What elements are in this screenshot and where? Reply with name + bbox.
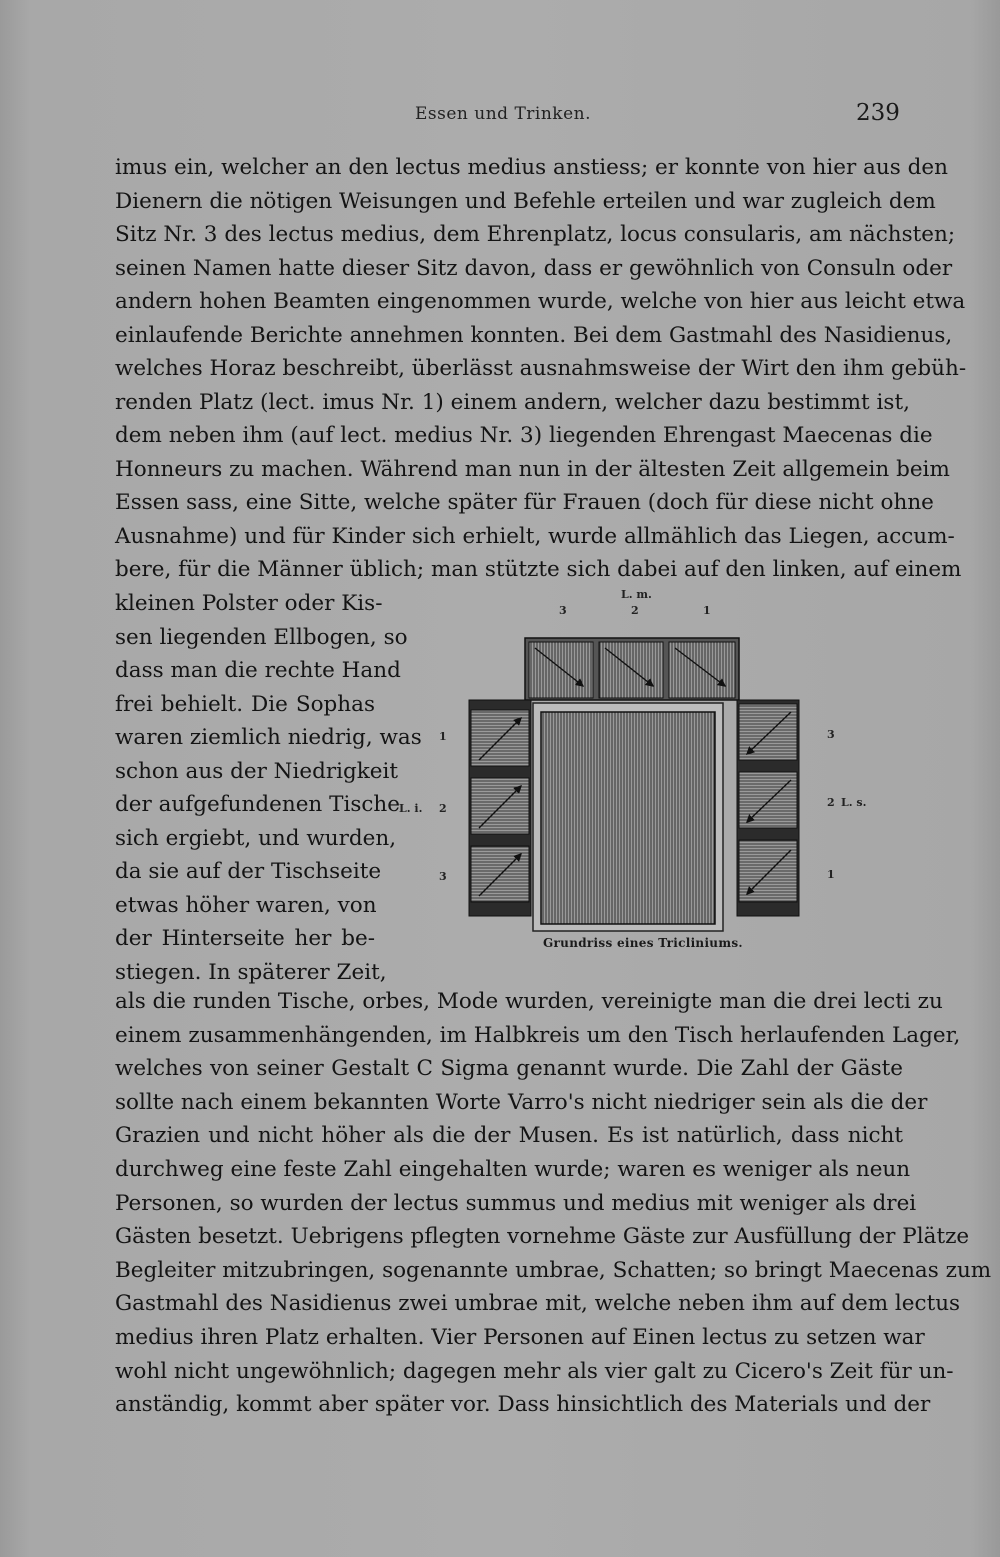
text-line: stiegen. In späterer Zeit, <box>115 959 387 985</box>
lectus-imus-seats <box>471 710 529 902</box>
table-surface <box>541 712 715 924</box>
text-line: durchweg eine feste Zahl eingehalten wurde; waren es weniger als neun <box>115 1157 911 1182</box>
text-line: Honneurs zu machen. Während man nun in der ältesten Zeit allgemein beim <box>115 456 950 482</box>
text-line: schon aus der Niedrigkeit <box>115 758 399 784</box>
text-line: dem neben ihm (auf lect. medius Nr. 3) liegenden Ehrengast Maecenas die <box>115 423 933 448</box>
text-line: Personen, so wurden der lectus summus und medius mit weniger als drei <box>115 1190 917 1216</box>
triclinium-figure <box>395 588 875 958</box>
running-head <box>0 100 1000 130</box>
lectus-summus-seats <box>739 704 797 902</box>
seat-number: 1 <box>827 868 835 881</box>
page-number: 239 <box>856 100 900 126</box>
text-line: der aufgefundenen Tische <box>115 792 400 817</box>
lectus-medius-seats <box>529 642 735 698</box>
text-line: andern hohen Beamten eingenommen wurde, welche von hier aus leicht etwa <box>115 289 966 314</box>
text-line: imus ein, welcher an den lectus medius anstiess; er konnte von hier aus den <box>115 155 948 180</box>
text-line: kleinen Polster oder Kis- <box>115 591 383 616</box>
text-line: Essen sass, eine Sitte, welche später für Frauen (doch für diese nicht ohne <box>115 490 934 515</box>
text-line: sich ergiebt, und wurden, <box>115 825 397 851</box>
text-line: da sie auf der Tischseite <box>115 859 382 884</box>
seat-number: 3 <box>827 728 835 741</box>
seat-number: 3 <box>559 604 567 617</box>
text-line: frei behielt. Die Sophas <box>115 691 375 717</box>
text-line: als die runden Tische, orbes, Mode wurden, vereinigte man die drei lecti zu <box>115 989 943 1014</box>
text-line: welches von seiner Gestalt C Sigma genannt wurde. Die Zahl der Gäste <box>115 1056 903 1082</box>
text-line: waren ziemlich niedrig, was <box>115 725 422 750</box>
seat-number: 3 <box>439 870 447 883</box>
text-line: bere, für die Männer üblich; man stützte sich dabei auf den linken, auf einem <box>115 557 962 582</box>
seat-number: 1 <box>439 730 447 743</box>
seat-number: 1 <box>703 604 711 617</box>
text-line: sen liegenden Ellbogen, so <box>115 624 408 650</box>
triclinium-floorplan <box>395 588 875 958</box>
text-line: wohl nicht ungewöhnlich; dagegen mehr als vier galt zu Cicero's Zeit für un- <box>115 1358 954 1384</box>
text-line: Sitz Nr. 3 des lectus medius, dem Ehrenplatz, locus consularis, am nächsten; <box>115 222 956 247</box>
seat-number: 2 <box>631 604 639 617</box>
label-lectus-summus: L. s. <box>841 796 867 809</box>
text-line: der Hinterseite her be- <box>115 926 375 951</box>
label-lectus-imus: L. i. <box>399 802 423 815</box>
text-line: Dienern die nötigen Weisungen und Befehle erteilen und war zugleich dem <box>115 188 936 214</box>
figure-caption: Grundriss eines Tricliniums. <box>543 936 743 950</box>
text-line: einem zusammenhängenden, im Halbkreis um den Tisch herlaufenden Lager, <box>115 1022 961 1048</box>
text-line: Ausnahme) und für Kinder sich erhielt, wurde allmählich das Liegen, accum- <box>115 523 955 549</box>
text-line: anständig, kommt aber später vor. Dass hinsichtlich des Materials und der <box>115 1392 931 1418</box>
text-line: dass man die rechte Hand <box>115 658 401 683</box>
text-line: seinen Namen hatte dieser Sitz davon, dass er gewöhnlich von Consuln oder <box>115 255 953 281</box>
text-line: welches Horaz beschreibt, überlässt ausnahmsweise der Wirt den ihm gebüh- <box>115 356 967 381</box>
running-title: Essen und Trinken. <box>415 104 592 124</box>
text-line: renden Platz (lect. imus Nr. 1) einem andern, welcher dazu bestimmt ist, <box>115 389 910 415</box>
text-line: Gastmahl des Nasidienus zwei umbrae mit, welche neben ihm auf dem lectus <box>115 1291 961 1317</box>
text-line: etwas höher waren, von <box>115 892 377 918</box>
text-line: medius ihren Platz erhalten. Vier Personen auf Einen lectus zu setzen war <box>115 1325 925 1350</box>
text-line: Begleiter mitzubringen, sogenannte umbrae, Schatten; so bringt Maecenas zum <box>115 1257 992 1283</box>
label-lectus-medius: L. m. <box>621 588 652 601</box>
text-line: sollte nach einem bekannten Worte Varro's nicht niedriger sein als die der <box>115 1089 928 1115</box>
seat-number: 2 <box>439 802 447 815</box>
text-line: einlaufende Berichte annehmen konnten. Bei dem Gastmahl des Nasidienus, <box>115 322 953 348</box>
seat-number: 2 <box>827 796 835 809</box>
text-line: Gästen besetzt. Uebrigens pflegten vornehme Gäste zur Ausfüllung der Plätze <box>115 1224 970 1250</box>
text-line: Grazien und nicht höher als die der Musen. Es ist natürlich, dass nicht <box>115 1123 903 1149</box>
